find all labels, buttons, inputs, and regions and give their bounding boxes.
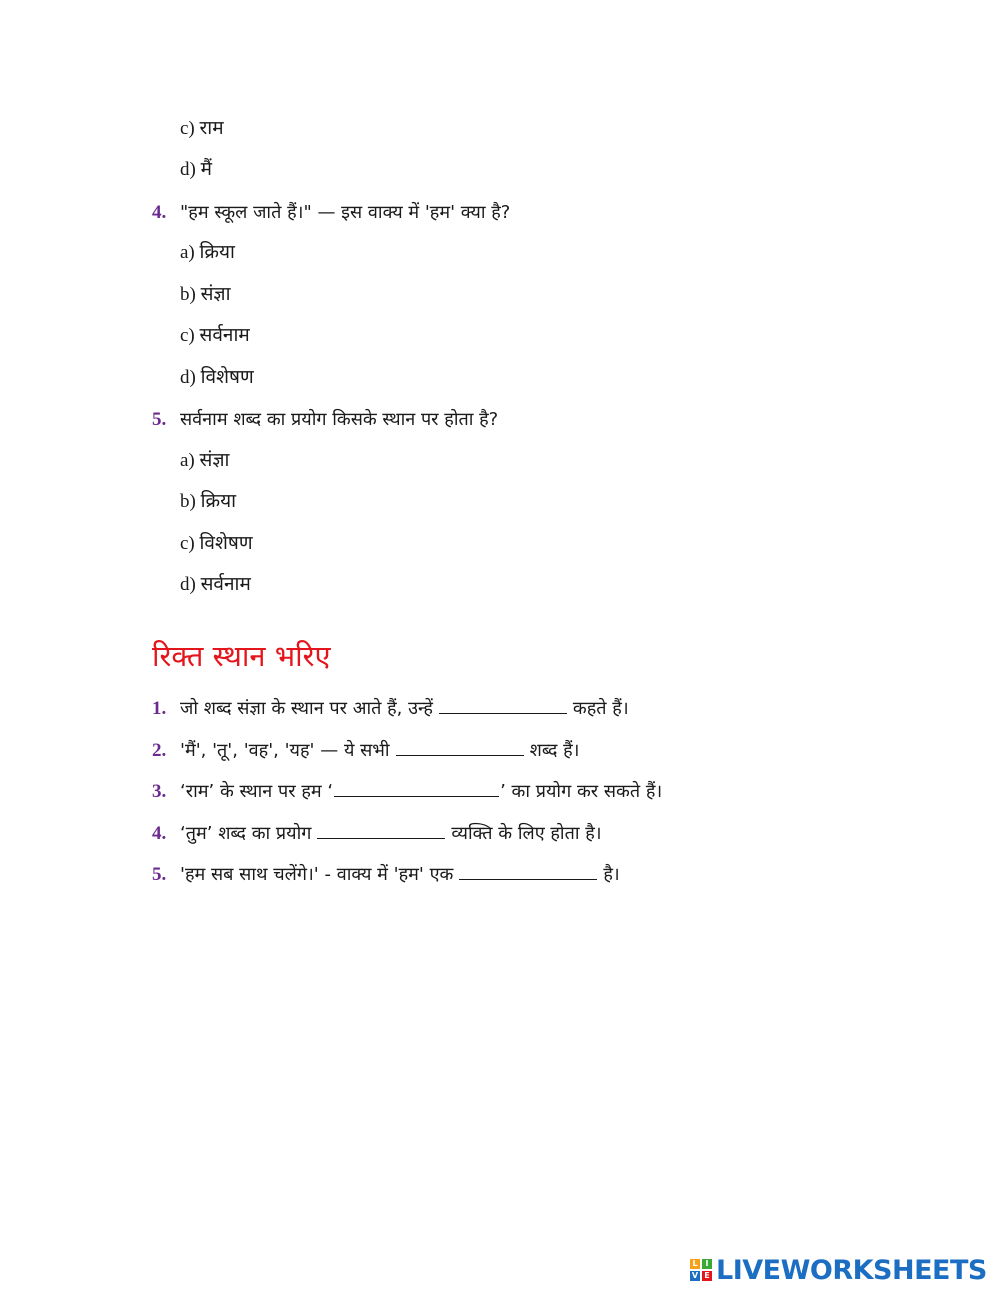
option-text: संज्ञा: [199, 450, 230, 471]
logo-mark-icon: [690, 1259, 712, 1281]
logo-mark-letter: E: [702, 1271, 712, 1281]
logo-mark-letter: I: [702, 1259, 712, 1269]
q5-option-a[interactable]: [180, 449, 229, 473]
option-text: सर्वनाम: [200, 574, 251, 595]
item-number: 3.: [152, 781, 167, 802]
question-number: 4.: [152, 202, 167, 223]
q3-option-d[interactable]: [180, 158, 212, 182]
option-letter: a): [180, 242, 195, 263]
fill-item-1: [152, 695, 629, 721]
blank-input[interactable]: [459, 861, 597, 880]
option-letter: b): [180, 491, 196, 512]
item-text-before: जो शब्द संज्ञा के स्थान पर आते हैं, उन्हें: [180, 698, 433, 719]
item-text-after: कहते हैं।: [572, 698, 629, 719]
item-text-before: ‘तुम’ शब्द का प्रयोग: [180, 823, 312, 844]
option-letter: c): [180, 325, 195, 346]
option-text: विशेषण: [200, 367, 254, 388]
fill-item-2: [152, 737, 580, 763]
item-text-after: व्यक्ति के लिए होता है।: [451, 823, 602, 844]
item-number: 1.: [152, 698, 167, 719]
q5-option-b[interactable]: [180, 490, 236, 514]
item-number: 2.: [152, 740, 167, 761]
option-letter: a): [180, 450, 195, 471]
section-heading: रिक्त स्थान भरिए: [152, 639, 331, 673]
blank-input[interactable]: [317, 820, 445, 839]
blank-input[interactable]: [334, 778, 499, 797]
question-text: "हम स्कूल जाते हैं।" — इस वाक्य में 'हम' क्या है?: [180, 202, 511, 223]
option-letter: c): [180, 118, 195, 139]
question-4: [152, 200, 510, 225]
q3-option-c[interactable]: [180, 117, 224, 141]
q5-option-c[interactable]: [180, 532, 253, 556]
option-letter: b): [180, 284, 196, 305]
logo-text: LIVEWORKSHEETS: [716, 1254, 987, 1286]
fill-item-3: [152, 778, 662, 804]
fill-item-5: [152, 861, 620, 887]
logo-mark-letter: V: [691, 1271, 699, 1280]
q5-option-d[interactable]: [180, 573, 251, 597]
item-number: 5.: [152, 864, 167, 885]
item-text-before: 'हम सब साथ चलेंगे।' - वाक्य में 'हम' एक: [180, 864, 454, 885]
q4-option-a[interactable]: [180, 241, 235, 265]
option-text: सर्वनाम: [199, 325, 250, 346]
q4-option-b[interactable]: [180, 283, 231, 307]
question-text: सर्वनाम शब्द का प्रयोग किसके स्थान पर होता है?: [180, 409, 499, 430]
item-text-before: 'मैं', 'तू', 'वह', 'यह' — ये सभी: [180, 740, 390, 761]
q4-option-d[interactable]: [180, 366, 254, 390]
option-letter: d): [180, 159, 196, 180]
option-text: संज्ञा: [200, 284, 231, 305]
item-number: 4.: [152, 823, 167, 844]
option-letter: d): [180, 574, 196, 595]
option-letter: d): [180, 367, 196, 388]
logo-mark-letter: L: [690, 1259, 700, 1269]
option-letter: c): [180, 533, 195, 554]
option-text: मैं: [200, 159, 212, 180]
question-number: 5.: [152, 409, 167, 430]
item-text-before: ‘राम’ के स्थान पर हम ‘: [180, 781, 334, 802]
blank-input[interactable]: [396, 737, 524, 756]
fill-item-4: [152, 820, 602, 846]
item-text-after: शब्द हैं।: [529, 740, 580, 761]
blank-input[interactable]: [439, 695, 567, 714]
option-text: क्रिया: [199, 242, 235, 263]
q4-option-c[interactable]: [180, 324, 250, 348]
item-text-after: ’ का प्रयोग कर सकते हैं।: [500, 781, 663, 802]
item-text-after: है।: [603, 864, 620, 885]
option-text: क्रिया: [200, 491, 237, 512]
option-text: विशेषण: [199, 533, 253, 554]
option-text: राम: [199, 118, 224, 139]
question-5: [152, 407, 498, 432]
liveworksheets-logo[interactable]: [690, 1254, 987, 1286]
